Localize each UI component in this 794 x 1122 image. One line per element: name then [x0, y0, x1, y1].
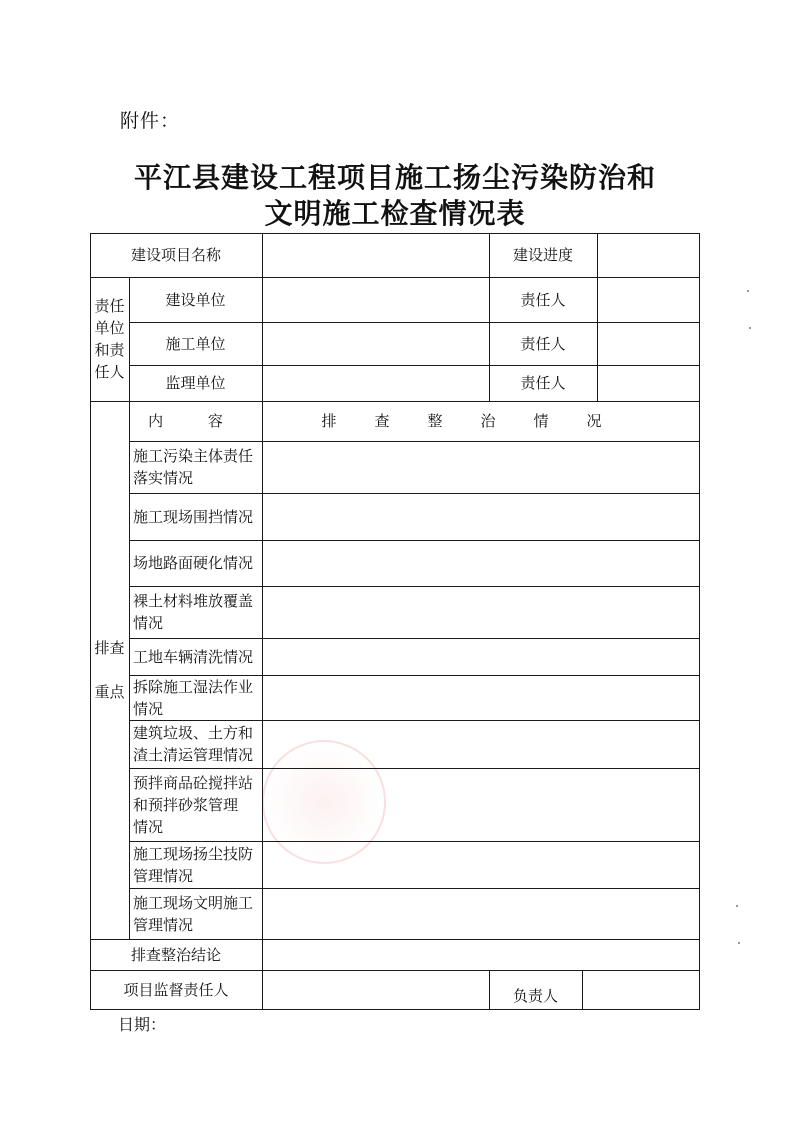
responsibility-group-label: 责任 单位 和责 任人 [94, 297, 125, 381]
inspection-item: 工地车辆清洗情况 [133, 647, 254, 666]
inspection-item: 施工污染主体责任 落实情况 [133, 447, 254, 487]
inspection-status-field[interactable] [263, 442, 699, 493]
scan-speck [749, 327, 751, 329]
inspection-status-field[interactable] [263, 639, 699, 675]
conclusion-label: 排查整治结论 [130, 945, 221, 964]
leader-field[interactable] [583, 971, 699, 1009]
unit-label-supervision: 监理单位 [165, 374, 226, 392]
supervisor-field[interactable] [263, 971, 489, 1009]
inspection-group-label: 排查 重点 [94, 639, 125, 701]
progress-field[interactable] [598, 234, 699, 277]
page-title-line-2: 文明施工检查情况表 [264, 197, 526, 230]
inspection-item: 施工现场扬尘技防 管理情况 [133, 844, 254, 885]
project-name-label: 建设项目名称 [130, 246, 221, 264]
unit-field-construction[interactable] [263, 278, 489, 322]
inspection-item: 裸土材料堆放覆盖 情况 [133, 592, 254, 632]
content-column-header: 内 容 [148, 412, 243, 430]
inspection-status-field[interactable] [263, 721, 699, 768]
attachment-label: 附件： [120, 110, 181, 132]
inspection-item: 施工现场围挡情况 [133, 507, 254, 526]
scan-speck [736, 905, 738, 907]
person-label-contractor: 责任人 [520, 334, 566, 353]
person-field-supervision[interactable] [598, 366, 699, 401]
table-border-bottom [90, 1009, 700, 1010]
progress-label: 建设进度 [512, 246, 573, 264]
inspection-item: 预拌商品砼搅拌站 和预拌砂浆管理 情况 [133, 773, 254, 836]
leader-label: 负责人 [512, 986, 558, 1005]
person-label-supervision: 责任人 [520, 374, 566, 392]
inspection-item: 施工现场文明施工 管理情况 [133, 893, 254, 934]
inspection-item: 场地路面硬化情况 [133, 554, 254, 572]
inspection-status-field[interactable] [263, 541, 699, 586]
inspection-item: 建筑垃圾、土方和 渣土清运管理情况 [133, 724, 254, 764]
unit-field-supervision[interactable] [263, 366, 489, 401]
supervisor-label: 项目监督责任人 [123, 980, 229, 999]
inspection-status-field[interactable] [263, 889, 699, 939]
project-name-field[interactable] [263, 234, 489, 277]
inspection-status-field[interactable] [263, 769, 699, 841]
inspection-status-field[interactable] [263, 842, 699, 888]
inspection-status-field[interactable] [263, 676, 699, 720]
page-title-line-1: 平江县建设工程项目施工扬尘污染防治和 [133, 161, 656, 194]
inspection-status-field[interactable] [263, 587, 699, 638]
scan-speck [738, 942, 740, 944]
conclusion-field[interactable] [263, 940, 699, 970]
unit-label-contractor: 施工单位 [165, 334, 226, 353]
table-border-right [699, 233, 700, 1010]
status-column-header: 排查整治情况 [321, 412, 640, 430]
scan-speck [747, 290, 749, 292]
date-label: 日期： [118, 1015, 167, 1034]
person-field-construction[interactable] [598, 278, 699, 322]
unit-field-contractor[interactable] [263, 323, 489, 365]
unit-label-construction: 建设单位 [165, 290, 226, 309]
person-field-contractor[interactable] [598, 323, 699, 365]
inspection-status-field[interactable] [263, 494, 699, 540]
inspection-item: 拆除施工湿法作业 情况 [133, 677, 254, 718]
person-label-construction: 责任人 [520, 290, 566, 309]
